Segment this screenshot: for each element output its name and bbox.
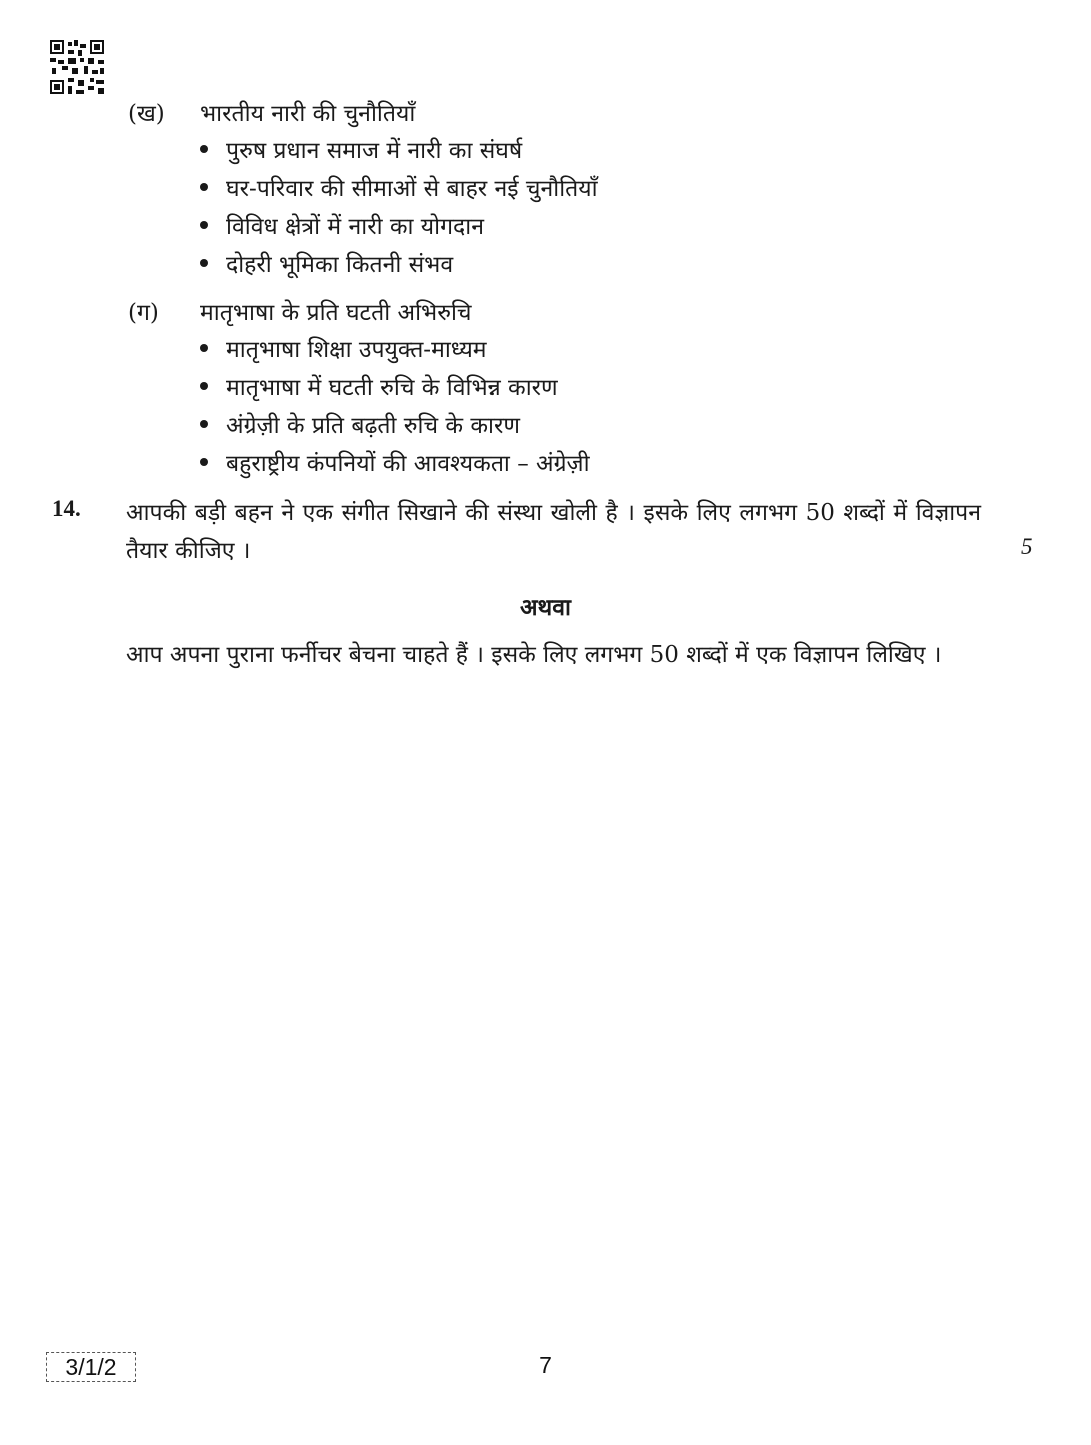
question-marks: 5 bbox=[1021, 534, 1033, 559]
list-item bbox=[200, 446, 590, 478]
page-number: 7 bbox=[539, 1352, 552, 1378]
section-kha-title: भारतीय नारी की चुनौतियाँ bbox=[200, 101, 416, 127]
bullet-icon bbox=[200, 458, 208, 466]
qr-code-icon bbox=[50, 40, 104, 94]
list-item bbox=[200, 247, 453, 279]
bullet-icon bbox=[200, 259, 208, 267]
bullet-icon bbox=[200, 420, 208, 428]
list-item bbox=[200, 332, 487, 364]
alternative-question-text: आप अपना पुराना फर्नीचर बेचना चाहते हैं । इसके लिए लगभग 50 शब्दों में एक विज्ञापन लिखिए । bbox=[126, 642, 942, 668]
list-item-text: विविध क्षेत्रों में नारी का योगदान bbox=[226, 214, 484, 240]
list-item-text: अंग्रेज़ी के प्रति बढ़ती रुचि के कारण bbox=[226, 413, 521, 439]
bullet-icon bbox=[200, 344, 208, 352]
list-item-text: मातृभाषा शिक्षा उपयुक्त-माध्यम bbox=[226, 337, 487, 363]
list-item bbox=[200, 408, 520, 440]
bullet-icon bbox=[200, 145, 208, 153]
list-item bbox=[200, 209, 484, 241]
list-item bbox=[200, 171, 598, 203]
bullet-icon bbox=[200, 221, 208, 229]
list-item-text: पुरुष प्रधान समाज में नारी का संघर्ष bbox=[226, 138, 523, 164]
or-heading: अथवा bbox=[519, 594, 571, 621]
section-kha-label: (ख) bbox=[128, 101, 165, 127]
section-ga-title: मातृभाषा के प्रति घटती अभिरुचि bbox=[200, 300, 472, 326]
section-ga-label: (ग) bbox=[128, 300, 159, 326]
list-item bbox=[200, 133, 522, 165]
list-item-text: मातृभाषा में घटती रुचि के विभिन्न कारण bbox=[226, 375, 558, 401]
list-item-text: घर-परिवार की सीमाओं से बाहर नई चुनौतियाँ bbox=[226, 176, 598, 202]
bullet-icon bbox=[200, 382, 208, 390]
question-text: आपकी बड़ी बहन ने एक संगीत सिखाने की संस्था खोली है । इसके लिए लगभग 50 शब्दों में विज्ञापन तैयार कीजिए । bbox=[126, 500, 981, 564]
bullet-icon bbox=[200, 183, 208, 191]
paper-code: 3/1/2 bbox=[46, 1352, 136, 1382]
question-number: 14. bbox=[52, 496, 81, 521]
list-item-text: बहुराष्ट्रीय कंपनियों की आवश्यकता – अंग्रेज़ी bbox=[226, 451, 590, 477]
list-item bbox=[200, 370, 558, 402]
list-item-text: दोहरी भूमिका कितनी संभव bbox=[226, 252, 454, 278]
